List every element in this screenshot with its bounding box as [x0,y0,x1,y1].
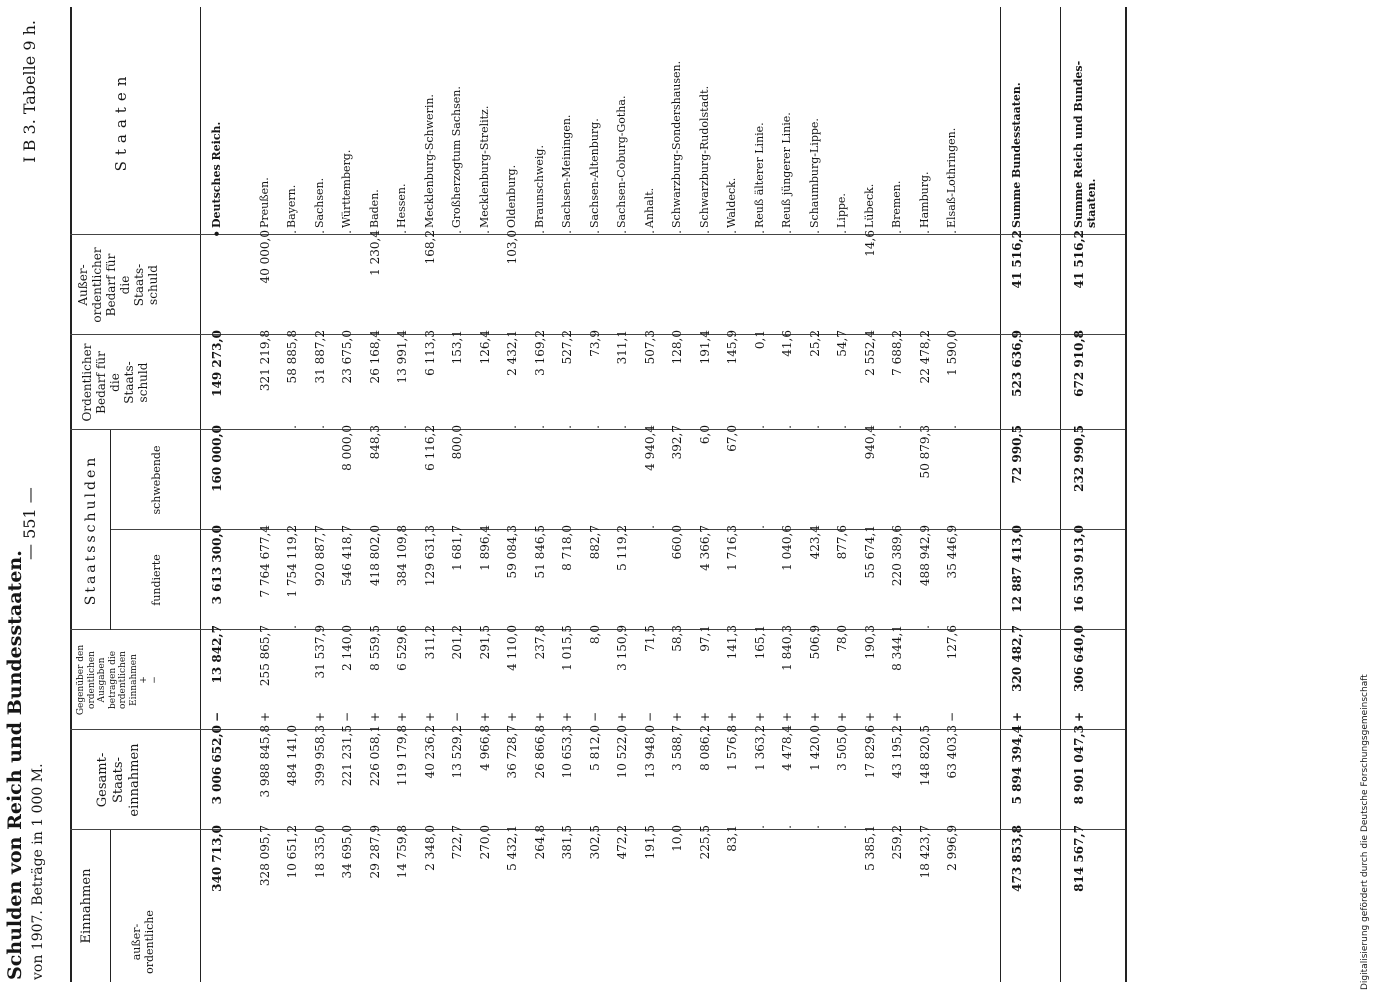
ueberschuss-fehlbetrag-cell: 2 140,0 [340,625,354,671]
sign-cell: + [367,711,382,722]
schwebende-schulden-cell: . [945,425,959,429]
schwebende-schulden-cell: 848,3 [367,425,382,460]
schwebende-schulden-cell: 8 000,0 [340,425,354,471]
table-reference: I B 3. Tabelle 9 h. [20,20,39,163]
table-bottom-rule [1125,7,1127,982]
einnahmen-ausserordentliche-cell: 259,2 [890,825,904,860]
ausserordentlicher-bedarf-cell: . [340,230,354,234]
schwebende-schulden-cell: . [395,425,409,429]
einnahmen-ausserordentliche-cell: . [780,825,794,829]
fundierte-schulden-cell: 660,0 [670,525,684,560]
ordentlicher-bedarf-cell: 527,2 [560,330,574,365]
fundierte-schulden-cell: 16 530 913,0 [1072,525,1086,613]
fundierte-schulden-cell: 1 716,3 [725,525,739,571]
ausserordentlicher-bedarf-cell: . [532,230,547,234]
ordentlicher-bedarf-cell: 23 675,0 [340,330,354,384]
ordentlicher-bedarf-cell: 7 688,2 [890,330,904,376]
ausserordentlicher-bedarf-cell: 1 230,4 [367,230,382,276]
einnahmen-ausserordentliche-cell: 18 423,7 [917,825,932,879]
state-name: Waldeck. [725,177,738,228]
sign-cell: + [697,711,712,722]
einnahmen-ausserordentliche-cell: . [752,825,767,829]
fundierte-schulden-cell: 7 764 677,4 [257,525,272,598]
sign-cell: + [395,711,409,722]
state-name: Mecklenburg-Schwerin. [422,94,436,228]
header-gesamteinnahmen: Gesamt- Staats- einnahmen [95,743,142,817]
ausserordentlicher-bedarf-cell: . [642,230,657,234]
header-einnahmen: Einnahmen [79,868,94,944]
sign-cell: − [210,711,224,722]
gesamt-staatseinnahmen-cell: 226 058,1 [367,725,382,787]
ordentlicher-bedarf-cell: 672 910,8 [1072,330,1086,397]
ueberschuss-fehlbetrag-cell: 6 529,6 [395,625,409,671]
einnahmen-ausserordentliche-cell: 270,0 [477,825,492,860]
col-divider-5 [70,429,1125,430]
fundierte-schulden-cell: 920 887,7 [312,525,327,587]
schwebende-schulden-cell: 940,4 [862,425,877,460]
schwebende-schulden-cell: 50 879,3 [917,425,932,479]
einnahmen-ausserordentliche-cell: 14 759,8 [395,825,409,879]
gesamt-staatseinnahmen-cell: 36 728,7 [505,725,519,779]
ordentlicher-bedarf-cell: 58 885,8 [285,330,299,384]
ueberschuss-fehlbetrag-cell: 8 344,1 [890,625,904,671]
einnahmen-ausserordentliche-cell: 225,5 [697,825,712,860]
einnahmen-ausserordentliche-cell: 381,5 [560,825,574,860]
schwebende-schulden-cell: 6 116,2 [422,425,437,471]
header-fundierte: fundierte [150,554,163,606]
ordentlicher-bedarf-cell: 3 169,2 [532,330,547,376]
sign-cell: + [532,711,547,722]
ordentlicher-bedarf-cell: 73,9 [587,330,602,357]
einnahmen-ausserordentliche-cell: 722,7 [450,825,464,860]
fundierte-schulden-cell: 546 418,7 [340,525,354,587]
ausserordentlicher-bedarf-cell: . [725,230,739,234]
gesamt-staatseinnahmen-cell: 119 179,8 [395,725,409,787]
gesamt-staatseinnahmen-cell: 148 820,5 [917,725,932,787]
sign-cell: + [477,711,492,722]
state-name: Hessen. [395,183,408,228]
ueberschuss-fehlbetrag-cell: 255 865,7 [257,625,272,687]
ausserordentlicher-bedarf-cell: . [450,230,464,234]
table-top-rule [70,7,72,982]
gesamt-staatseinnahmen-cell: 1 420,0 [807,725,822,771]
fundierte-schulden-cell: 51 846,5 [532,525,547,579]
header-ausserordentlicher-bedarf: Außer- ordentlicher Bedarf für die Staats- schuld [76,247,160,323]
fundierte-schulden-cell: 1 896,4 [477,525,492,571]
ordentlicher-bedarf-cell: 191,4 [697,330,712,365]
ordentlicher-bedarf-cell: 321 219,8 [257,330,272,392]
ueberschuss-fehlbetrag-cell: 165,1 [752,625,767,660]
state-name: Lübeck. [862,183,876,228]
ordentlicher-bedarf-cell: 149 273,0 [210,330,224,397]
schwebende-schulden-cell: . [505,425,519,429]
fundierte-schulden-cell: 423,4 [807,525,822,560]
before-totals-rule [1000,7,1001,982]
einnahmen-ausserordentliche-cell: 5 385,1 [862,825,877,871]
gesamt-staatseinnahmen-cell: 26 866,8 [532,725,547,779]
header-bottom-rule [200,7,201,982]
state-name: Bayern. [285,184,298,228]
schwebende-schulden-cell: . [835,425,849,429]
einnahmen-ausserordentliche-cell: 473 853,8 [1010,825,1024,892]
schwebende-schulden-cell: . [780,425,794,429]
header-schwebende: schwebende [150,445,163,515]
fundierte-schulden-cell: 1 681,7 [450,525,464,571]
sign-cell: + [312,711,327,722]
fundierte-schulden-cell: 8 718,0 [560,525,574,571]
ueberschuss-fehlbetrag-cell: 306 640,0 [1072,625,1086,692]
ausserordentlicher-bedarf-cell: . [587,230,602,234]
ausserordentlicher-bedarf-cell: . [917,230,932,234]
ueberschuss-fehlbetrag-cell: 3 150,9 [615,625,629,671]
einnahmen-ausserordentliche-cell: 34 695,0 [340,825,354,879]
schwebende-schulden-cell: . [312,425,327,429]
ueberschuss-fehlbetrag-cell: 97,1 [697,625,712,652]
ausserordentlicher-bedarf-cell: • [210,230,224,238]
gesamt-staatseinnahmen-cell: 4 966,8 [477,725,492,771]
state-name: Schwarzburg-Rudolstadt. [697,85,711,228]
ordentlicher-bedarf-cell: 523 636,9 [1010,330,1024,397]
document-title: Schulden von Reich und Bundesstaaten. [4,550,26,980]
fundierte-schulden-cell: 877,6 [835,525,849,560]
state-name: Lippe. [835,193,848,228]
ueberschuss-fehlbetrag-cell: 320 482,7 [1010,625,1024,692]
einnahmen-ausserordentliche-cell: . [835,825,849,829]
ausserordentlicher-bedarf-cell: . [560,230,574,234]
gesamt-staatseinnahmen-cell: 3 988 845,8 [257,725,272,798]
ausserordentlicher-bedarf-cell: 40 000,0 [257,230,272,284]
schwebende-schulden-cell: . [890,425,904,429]
ausserordentlicher-bedarf-cell: . [697,230,712,234]
einnahmen-ausserordentliche-cell: 5 432,1 [505,825,519,871]
ausserordentlicher-bedarf-cell: 14,6 [862,230,877,257]
ordentlicher-bedarf-cell: 145,9 [725,330,739,365]
ausserordentlicher-bedarf-cell: . [312,230,327,234]
sign-cell: − [450,711,464,722]
ordentlicher-bedarf-cell: 2 552,4 [862,330,877,376]
state-name: Hamburg. [917,171,931,228]
ordentlicher-bedarf-cell: 0,1 [752,330,767,350]
ausserordentlicher-bedarf-cell: . [890,230,904,234]
ueberschuss-fehlbetrag-cell: 201,2 [450,625,464,660]
ausserordentlicher-bedarf-cell: . [477,230,492,234]
sign-cell: + [560,711,574,722]
gesamt-staatseinnahmen-cell: 484 141,0 [285,725,299,787]
sign-cell: + [780,711,794,722]
schwebende-schulden-cell: . [560,425,574,429]
schwebende-schulden-cell: 67,0 [725,425,739,452]
state-name: Reuß jüngerer Linie. [780,112,793,228]
schwebende-schulden-cell: 4 940,4 [642,425,657,471]
header-ausserordentliche: außer- ordentliche [130,910,156,974]
state-name: Großherzogtum Sachsen. [450,86,463,228]
sign-cell: + [807,711,822,722]
ausserordentlicher-bedarf-cell: 103,0 [505,230,519,265]
fundierte-schulden-cell: 129 631,3 [422,525,437,587]
sign-cell: + [752,711,767,722]
sign-cell: − [587,711,602,722]
gesamt-staatseinnahmen-cell: 399 958,3 [312,725,327,787]
schwebende-schulden-cell: . [752,425,767,429]
ueberschuss-fehlbetrag-cell: 4 110,0 [505,625,519,671]
gesamt-staatseinnahmen-cell: 221 231,5 [340,725,354,787]
fundierte-schulden-cell: 12 887 413,0 [1010,525,1024,613]
einnahmen-ausserordentliche-cell: 10 651,2 [285,825,299,879]
ausserordentlicher-bedarf-cell: . [670,230,684,234]
gesamt-staatseinnahmen-cell: 3 006 652,0 [210,725,224,805]
gesamt-staatseinnahmen-cell: 13 948,0 [642,725,657,779]
state-name: Oldenburg. [505,164,518,228]
fundierte-schulden-cell: 1 040,6 [780,525,794,571]
header-ordentlicher-bedarf: Ordentlicher Bedarf für die Staats- schuld [80,343,150,422]
fundierte-schulden-cell: 418 802,0 [367,525,382,587]
ausserordentlicher-bedarf-cell: . [395,230,409,234]
einnahmen-ausserordentliche-cell: 814 567,7 [1072,825,1086,892]
schwebende-schulden-cell: . [615,425,629,429]
schwebende-schulden-cell: . [532,425,547,429]
ueberschuss-fehlbetrag-cell: 1 840,3 [780,625,794,671]
state-name: Sachsen-Coburg-Gotha. [615,95,628,228]
gesamt-staatseinnahmen-cell: 17 829,6 [862,725,877,779]
ueberschuss-fehlbetrag-cell: 1 015,5 [560,625,574,671]
ordentlicher-bedarf-cell: 128,0 [670,330,684,365]
fundierte-schulden-cell: 220 389,6 [890,525,904,587]
schwebende-schulden-cell: 160 000,0 [210,425,224,492]
state-name: Summe Bundesstaaten. [1010,82,1023,228]
ordentlicher-bedarf-cell: 26 168,4 [367,330,382,384]
einnahmen-ausserordentliche-cell: 302,5 [587,825,602,860]
ueberschuss-fehlbetrag-cell: 237,8 [532,625,547,660]
ueberschuss-fehlbetrag-cell: 13 842,7 [210,625,224,684]
sign-cell: + [505,711,519,722]
gesamt-staatseinnahmen-cell: 10 653,3 [560,725,574,779]
fundierte-schulden-cell: 384 109,8 [395,525,409,587]
ueberschuss-fehlbetrag-cell: 58,3 [670,625,684,652]
header-gegenueber: Gegenüber den ordentlichen Ausgaben betragen die ordentlichen Einnahmen + − [76,644,160,716]
ueberschuss-fehlbetrag-cell: 8 559,5 [367,625,382,671]
state-name: Württemberg. [340,149,353,228]
fundierte-schulden-cell: 488 942,9 [917,525,932,587]
ueberschuss-fehlbetrag-cell: 78,0 [835,625,849,652]
ausserordentlicher-bedarf-cell: 168,2 [422,230,437,265]
sign-cell: − [642,711,657,722]
fundierte-schulden-cell: 4 366,7 [697,525,712,571]
ueberschuss-fehlbetrag-cell: . [285,625,299,629]
ueberschuss-fehlbetrag-cell: 506,9 [807,625,822,660]
einnahmen-ausserordentliche-cell: 264,8 [532,825,547,860]
gesamt-staatseinnahmen-cell: 13 529,2 [450,725,464,779]
ordentlicher-bedarf-cell: 311,1 [615,330,629,365]
header-staatsschulden: Staatsschulden [83,454,99,606]
sign-cell: − [340,711,354,722]
einnahmen-subheader-rule [110,830,111,982]
ordentlicher-bedarf-cell: 25,2 [807,330,822,357]
einnahmen-ausserordentliche-cell: 83,1 [725,825,739,852]
ueberschuss-fehlbetrag-cell: 71,5 [642,625,657,652]
state-name: Sachsen-Meiningen. [560,114,573,228]
gesamt-staatseinnahmen-cell: 1 363,2 [752,725,767,771]
state-name: Anhalt. [642,187,656,228]
state-name: Preußen. [257,177,271,228]
ordentlicher-bedarf-cell: 153,1 [450,330,464,365]
einnahmen-ausserordentliche-cell: . [807,825,822,829]
fundierte-schulden-cell: 882,7 [587,525,602,560]
sign-cell: + [725,711,739,722]
ausserordentlicher-bedarf-cell: . [945,230,959,234]
ordentlicher-bedarf-cell: 2 432,1 [505,330,519,376]
ordentlicher-bedarf-cell: 1 590,0 [945,330,959,376]
ausserordentlicher-bedarf-cell: 41 516,2 [1072,230,1086,289]
col-divider-7 [70,234,1125,235]
ueberschuss-fehlbetrag-cell: 311,2 [422,625,437,660]
ordentlicher-bedarf-cell: 41,6 [780,330,794,357]
ordentlicher-bedarf-cell: 31 887,2 [312,330,327,384]
fundierte-schulden-cell: 35 446,9 [945,525,959,579]
schwebende-schulden-cell: 232 990,5 [1072,425,1086,492]
gesamt-staatseinnahmen-cell: 10 522,0 [615,725,629,779]
einnahmen-ausserordentliche-cell: 340 713,0 [210,825,224,892]
fundierte-schulden-cell: 3 613 300,0 [210,525,224,605]
state-name: Schwarzburg-Sondershausen. [670,60,683,228]
ordentlicher-bedarf-cell: 6 113,3 [422,330,437,376]
einnahmen-ausserordentliche-cell: 10,0 [670,825,684,852]
einnahmen-ausserordentliche-cell: 2 996,9 [945,825,959,871]
ueberschuss-fehlbetrag-cell: 141,3 [725,625,739,660]
ausserordentlicher-bedarf-cell: . [780,230,794,234]
schwebende-schulden-cell: . [587,425,602,429]
fundierte-schulden-cell: 55 674,1 [862,525,877,579]
gesamt-staatseinnahmen-cell: 3 588,7 [670,725,684,771]
sign-cell: − [945,711,959,722]
page-number: — 551 — [20,487,39,560]
gesamt-staatseinnahmen-cell: 43 195,2 [890,725,904,779]
fundierte-schulden-cell: . [642,525,657,529]
header-staaten: Staaten [112,70,130,172]
sign-cell: + [670,711,684,722]
einnahmen-ausserordentliche-cell: 2 348,0 [422,825,437,871]
state-name: Mecklenburg-Strelitz. [477,105,491,228]
gesamt-staatseinnahmen-cell: 5 812,0 [587,725,602,771]
gesamt-staatseinnahmen-cell: 4 478,4 [780,725,794,771]
fundierte-schulden-cell: . [752,525,767,529]
ausserordentlicher-bedarf-cell: . [835,230,849,234]
state-name: Schaumburg-Lippe. [807,118,821,228]
fundierte-schulden-cell: 59 084,3 [505,525,519,579]
between-totals-rule [1060,7,1061,982]
state-name: Deutsches Reich. [210,121,223,228]
state-name: Sachsen-Altenburg. [587,118,601,228]
sign-cell: + [257,711,272,722]
ueberschuss-fehlbetrag-cell: 8,0 [587,625,602,645]
schwebende-schulden-cell: . [807,425,822,429]
sign-cell: + [1072,711,1086,722]
ordentlicher-bedarf-cell: 507,3 [642,330,657,365]
einnahmen-ausserordentliche-cell: 328 095,7 [257,825,272,887]
digitization-note: Digitalisierung gefördert durch die Deutsche Forschungsgemeinschaft [1360,674,1370,990]
state-name: Sachsen. [312,177,326,228]
ueberschuss-fehlbetrag-cell: 127,6 [945,625,959,660]
einnahmen-ausserordentliche-cell: 18 335,0 [312,825,327,879]
state-name: Summe Reich und Bundes- staaten. [1072,60,1098,228]
ausserordentlicher-bedarf-cell: 41 516,2 [1010,230,1024,289]
ausserordentlicher-bedarf-cell: . [752,230,767,234]
schwebende-schulden-cell: . [285,425,299,429]
ordentlicher-bedarf-cell: 54,7 [835,330,849,357]
ueberschuss-fehlbetrag-cell: 31 537,9 [312,625,327,679]
ordentlicher-bedarf-cell: 126,4 [477,330,492,365]
ueberschuss-fehlbetrag-cell: . [917,625,932,629]
sign-cell: + [422,711,437,722]
sign-cell: + [615,711,629,722]
state-name: Bremen. [890,180,903,228]
fundierte-schulden-cell: 5 119,2 [615,525,629,571]
document-subtitle: von 1907. Beträge in 1 000 M. [30,763,46,980]
schwebende-schulden-cell: 392,7 [670,425,684,460]
schwebende-schulden-cell: 800,0 [450,425,464,460]
state-name: Baden. [367,189,381,228]
ausserordentlicher-bedarf-cell: . [615,230,629,234]
ueberschuss-fehlbetrag-cell: 190,3 [862,625,877,660]
sign-cell: + [835,711,849,722]
sign-cell: + [1010,711,1024,722]
einnahmen-ausserordentliche-cell: 29 287,9 [367,825,382,879]
einnahmen-ausserordentliche-cell: 191,5 [642,825,657,860]
einnahmen-ausserordentliche-cell: 472,2 [615,825,629,860]
gesamt-staatseinnahmen-cell: 3 505,0 [835,725,849,771]
state-name: Reuß älterer Linie. [752,122,766,228]
ordentlicher-bedarf-cell: 13 991,4 [395,330,409,384]
ueberschuss-fehlbetrag-cell: 291,5 [477,625,492,660]
gesamt-staatseinnahmen-cell: 5 894 394,4 [1010,725,1024,805]
schulden-subheader-rule [110,430,111,630]
gesamt-staatseinnahmen-cell: 8 086,2 [697,725,712,771]
state-name: Braunschweig. [532,145,546,228]
sign-cell: + [890,711,904,722]
gesamt-staatseinnahmen-cell: 1 576,8 [725,725,739,771]
gesamt-staatseinnahmen-cell: 40 236,2 [422,725,437,779]
gesamt-staatseinnahmen-cell: 63 403,3 [945,725,959,779]
ordentlicher-bedarf-cell: 22 478,2 [917,330,932,384]
schwebende-schulden-cell: 6,0 [697,425,712,445]
state-name: Elsaß-Lothringen. [945,127,958,228]
ausserordentlicher-bedarf-cell: . [807,230,822,234]
ausserordentlicher-bedarf-cell: . [285,230,299,234]
gesamt-staatseinnahmen-cell: 8 901 047,3 [1072,725,1086,805]
sign-cell: + [862,711,877,722]
fundierte-schulden-cell: 1 754 119,2 [285,525,299,598]
schwebende-schulden-cell: 72 990,5 [1010,425,1024,484]
